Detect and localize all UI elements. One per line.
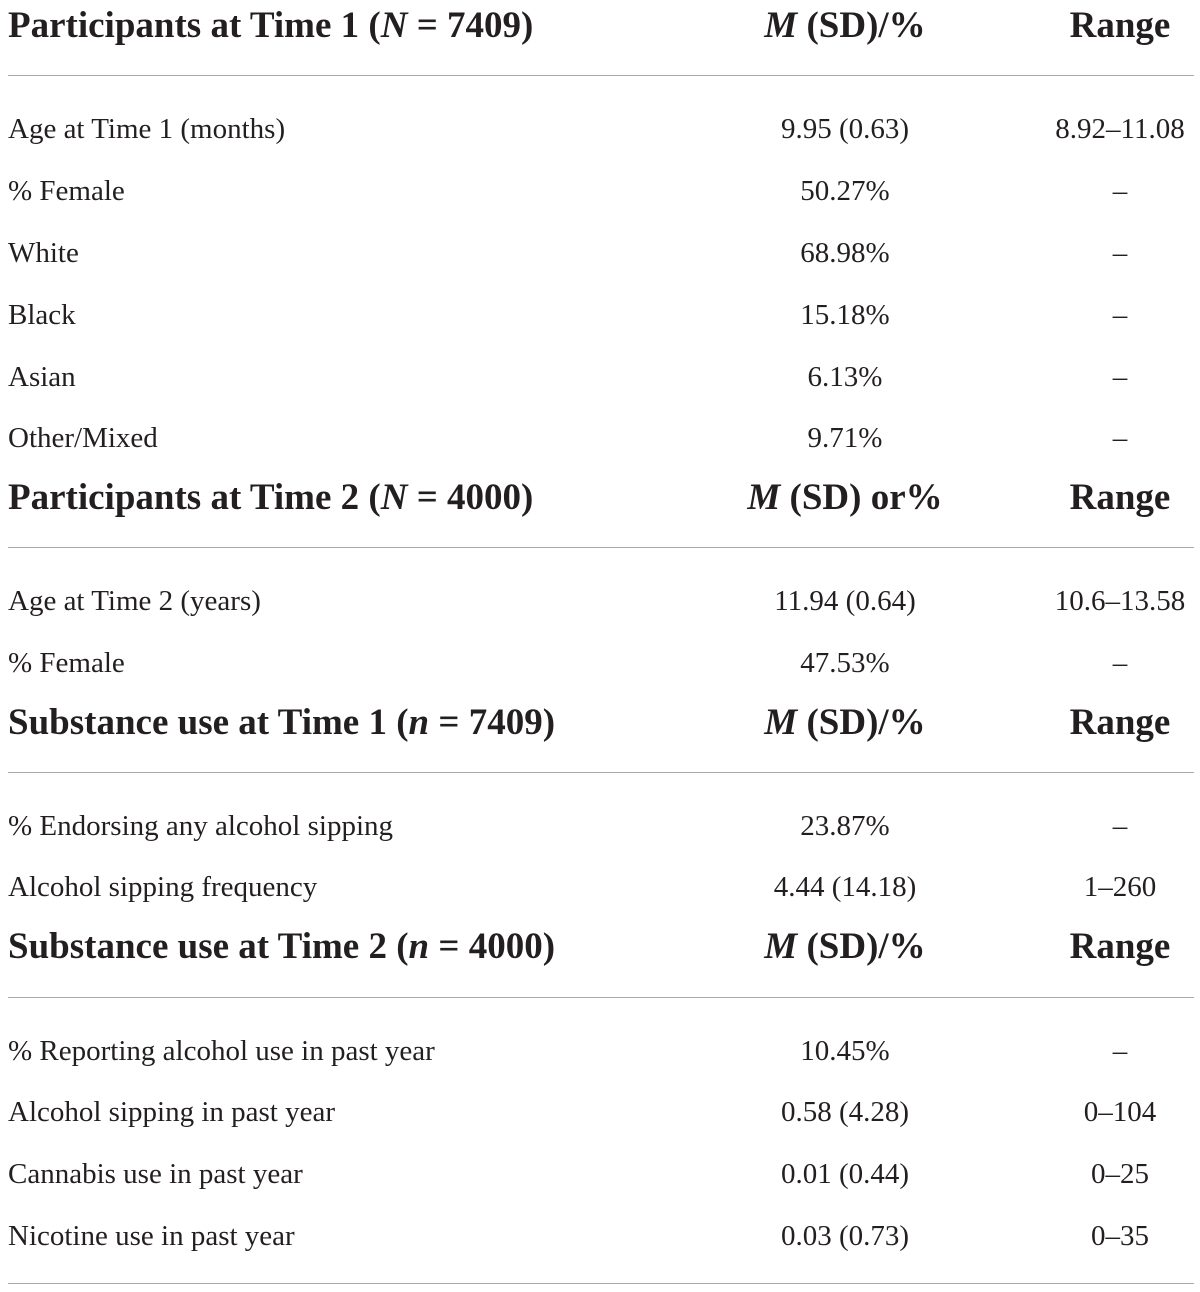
row-label: % Endorsing any alcohol sipping xyxy=(8,809,394,842)
row-label: Nicotine use in past year xyxy=(8,1219,295,1252)
row-range: 0–25 xyxy=(1091,1157,1149,1190)
table-row xyxy=(0,1149,1200,1199)
column-header-range: Range xyxy=(1069,701,1171,743)
table-row xyxy=(0,413,1200,463)
row-label: Black xyxy=(8,298,76,331)
row-value: 6.13% xyxy=(807,360,883,393)
table-row xyxy=(0,104,1200,154)
row-range: 0–104 xyxy=(1083,1095,1157,1128)
table-row xyxy=(0,862,1200,912)
row-value: 50.27% xyxy=(800,174,890,207)
column-header-range: Range xyxy=(1069,925,1171,967)
header-rule xyxy=(8,997,1194,998)
column-header-stat: M (SD)/% xyxy=(764,925,926,967)
row-label: Other/Mixed xyxy=(8,421,158,454)
row-value: 0.01 (0.44) xyxy=(780,1157,910,1190)
table-row xyxy=(0,290,1200,340)
bottom-rule xyxy=(8,1283,1194,1284)
row-range: – xyxy=(1112,809,1128,842)
section-header xyxy=(0,472,1200,522)
column-header-stat: M (SD)/% xyxy=(764,701,926,743)
column-header-stat: M (SD) or% xyxy=(747,476,943,518)
row-label: White xyxy=(8,236,79,269)
row-label: % Female xyxy=(8,174,125,207)
table-row xyxy=(0,166,1200,216)
row-label: Age at Time 2 (years) xyxy=(8,584,261,617)
table-row xyxy=(0,352,1200,402)
row-value: 0.58 (4.28) xyxy=(780,1095,910,1128)
row-label: Asian xyxy=(8,360,76,393)
section-title: Participants at Time 2 (N = 4000) xyxy=(8,476,534,518)
row-value: 15.18% xyxy=(800,298,890,331)
table-row xyxy=(0,576,1200,626)
table-row xyxy=(0,801,1200,851)
header-rule xyxy=(8,75,1194,76)
row-range: 1–260 xyxy=(1083,870,1157,903)
row-range: 10.6–13.58 xyxy=(1054,584,1186,617)
row-label: % Female xyxy=(8,646,125,679)
table-row xyxy=(0,228,1200,278)
row-value: 47.53% xyxy=(800,646,890,679)
row-value: 23.87% xyxy=(800,809,890,842)
row-label: % Reporting alcohol use in past year xyxy=(8,1034,435,1067)
row-range: – xyxy=(1112,646,1128,679)
row-range: – xyxy=(1112,174,1128,207)
column-header-stat: M (SD)/% xyxy=(764,4,926,46)
row-value: 9.71% xyxy=(807,421,883,454)
row-label: Alcohol sipping in past year xyxy=(8,1095,336,1128)
column-header-range: Range xyxy=(1069,476,1171,518)
section-title: Participants at Time 1 (N = 7409) xyxy=(8,4,534,46)
section-header xyxy=(0,697,1200,747)
row-value: 9.95 (0.63) xyxy=(780,112,910,145)
header-rule xyxy=(8,772,1194,773)
table-row xyxy=(0,638,1200,688)
row-value: 10.45% xyxy=(800,1034,890,1067)
section-header xyxy=(0,921,1200,971)
row-label: Age at Time 1 (months) xyxy=(8,112,286,145)
row-range: – xyxy=(1112,236,1128,269)
section-title: Substance use at Time 1 (n = 7409) xyxy=(8,701,556,743)
row-range: 0–35 xyxy=(1091,1219,1149,1252)
row-value: 0.03 (0.73) xyxy=(780,1219,910,1252)
section-title: Substance use at Time 2 (n = 4000) xyxy=(8,925,556,967)
row-value: 11.94 (0.64) xyxy=(774,584,916,617)
column-header-range: Range xyxy=(1069,4,1171,46)
table-row xyxy=(0,1087,1200,1137)
table-row xyxy=(0,1211,1200,1261)
row-range: – xyxy=(1112,360,1128,393)
row-label: Alcohol sipping frequency xyxy=(8,870,318,903)
row-value: 68.98% xyxy=(800,236,890,269)
row-range: – xyxy=(1112,1034,1128,1067)
row-range: – xyxy=(1112,421,1128,454)
section-header xyxy=(0,0,1200,50)
row-range: 8.92–11.08 xyxy=(1055,112,1185,145)
row-range: – xyxy=(1112,298,1128,331)
row-value: 4.44 (14.18) xyxy=(773,870,917,903)
table-row xyxy=(0,1026,1200,1076)
row-label: Cannabis use in past year xyxy=(8,1157,303,1190)
header-rule xyxy=(8,547,1194,548)
